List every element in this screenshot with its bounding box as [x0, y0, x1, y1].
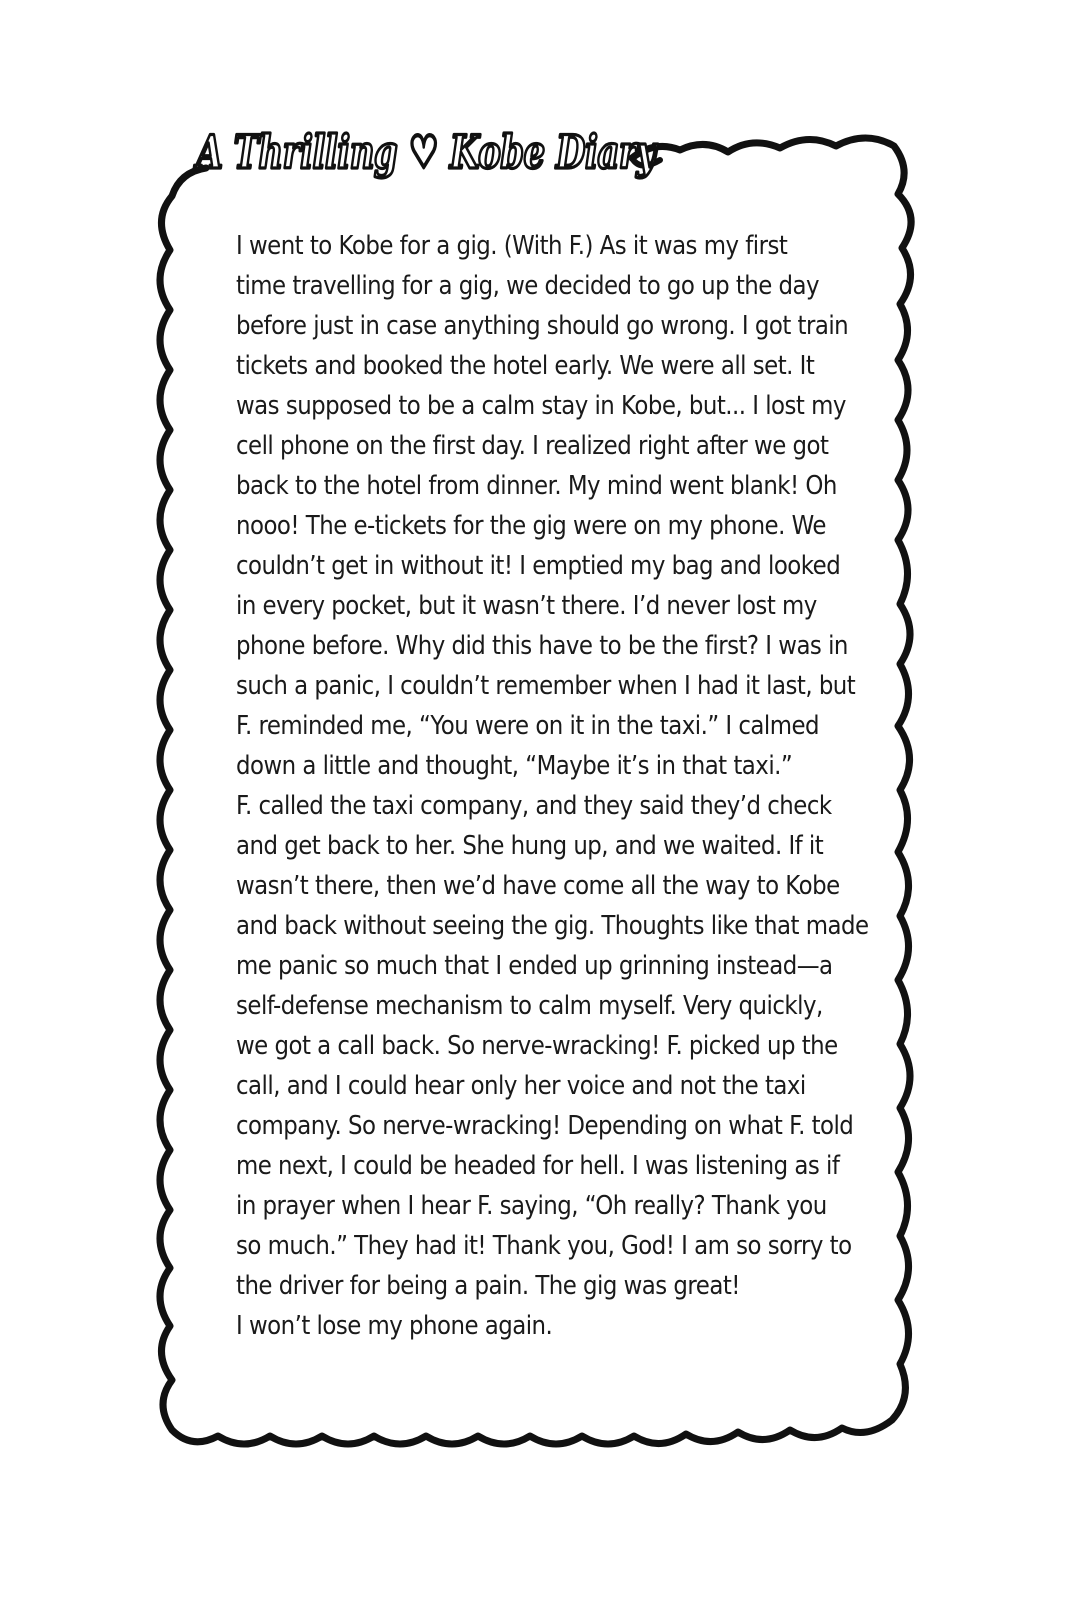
diary-text-line: I won’t lose my phone again.	[236, 1311, 553, 1341]
diary-text-line: in every pocket, but it wasn’t there. I’d never lost my	[236, 591, 817, 621]
diary-text-line: F. called the taxi company, and they said they’d check	[236, 791, 832, 821]
diary-text-line: and back without seeing the gig. Thoughts like that made	[236, 911, 869, 941]
diary-text-line: me next, I could be headed for hell. I was listening as if	[236, 1151, 840, 1181]
page-title	[196, 112, 656, 192]
diary-text-line: such a panic, I couldn’t remember when I had it last, but	[236, 671, 856, 701]
diary-text-line: and get back to her. She hung up, and we waited. If it	[236, 831, 824, 861]
diary-text-line: I went to Kobe for a gig. (With F.) As it was my first	[236, 231, 788, 261]
diary-text-line: down a little and thought, “Maybe it’s in that taxi.”	[236, 751, 793, 781]
diary-text-line: phone before. Why did this have to be the first? I was in	[236, 631, 848, 661]
diary-text-line: so much.” They had it! Thank you, God! I am so sorry to	[236, 1231, 852, 1261]
diary-text-line: tickets and booked the hotel early. We were all set. It	[236, 351, 815, 381]
diary-text-line: company. So nerve-wracking! Depending on what F. told	[236, 1111, 854, 1141]
diary-text-line: cell phone on the first day. I realized right after we got	[236, 431, 829, 461]
diary-text-line: call, and I could hear only her voice and not the taxi	[236, 1071, 806, 1101]
diary-entry-text	[236, 226, 869, 1346]
diary-text-line: in prayer when I hear F. saying, “Oh really? Thank you	[236, 1191, 827, 1221]
diary-text-line: F. reminded me, “You were on it in the taxi.” I calmed	[236, 711, 820, 741]
diary-text-line: couldn’t get in without it! I emptied my bag and looked	[236, 551, 841, 581]
diary-text-line: nooo! The e-tickets for the gig were on my phone. We	[236, 511, 826, 541]
title-text-outline: A Thrilling ♡ Kobe Diary	[196, 124, 656, 180]
diary-text-line: me panic so much that I ended up grinning instead—a	[236, 951, 833, 981]
diary-text-line: was supposed to be a calm stay in Kobe, but... I lost my	[236, 391, 846, 421]
diary-text-line: back to the hotel from dinner. My mind went blank! Oh	[236, 471, 837, 501]
diary-text-line: time travelling for a gig, we decided to go up the day	[236, 271, 820, 301]
diary-text-line: self-defense mechanism to calm myself. Very quickly,	[236, 991, 823, 1021]
diary-text-line: we got a call back. So nerve-wracking! F. picked up the	[236, 1031, 838, 1061]
diary-text-line: the driver for being a pain. The gig was great!	[236, 1271, 740, 1301]
diary-text-line: before just in case anything should go wrong. I got train	[236, 311, 849, 341]
diary-text-line: wasn’t there, then we’d have come all the way to Kobe	[236, 871, 840, 901]
